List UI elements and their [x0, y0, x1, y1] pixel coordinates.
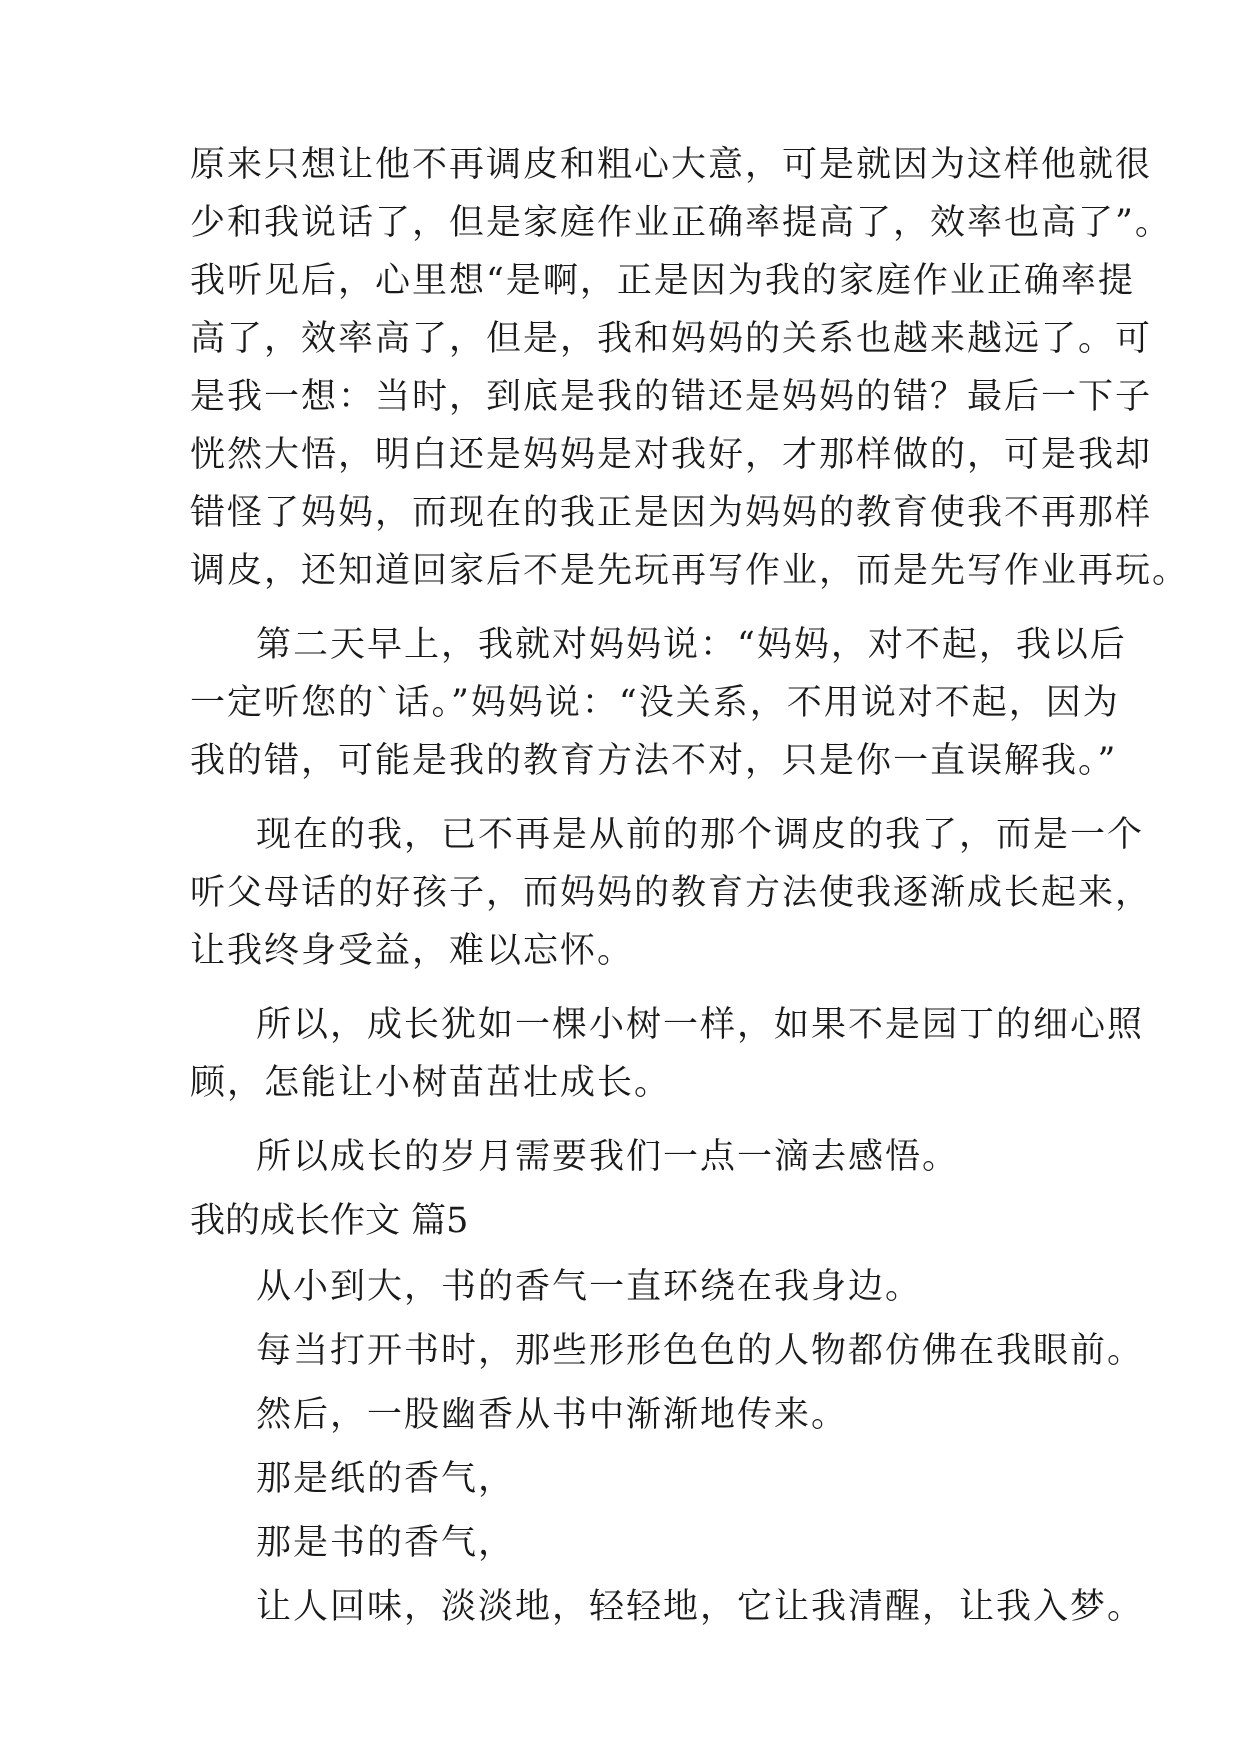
paragraph-line: 让我终身受益，难以忘怀。: [190, 931, 635, 971]
paragraph-line: 错怪了妈妈，而现在的我正是因为妈妈的教育使我不再那样: [190, 493, 1153, 533]
paragraph-line: 我听见后，心里想“是啊，正是因为我的家庭作业正确率提: [190, 261, 1135, 301]
paragraph-line: 调皮，还知道回家后不是先玩再写作业，而是先写作业再玩。: [190, 551, 1190, 591]
paragraph-line: 少和我说话了，但是家庭作业正确率提高了，效率也高了”。: [190, 203, 1172, 243]
paragraph-line: 顾，怎能让小树苗茁壮成长。: [190, 1063, 672, 1103]
paragraph-line: 从小到大，书的香气一直环绕在我身边。: [256, 1267, 923, 1307]
section-heading: 我的成长作文 篇5: [190, 1201, 469, 1241]
paragraph-line: 听父母话的好孩子，而妈妈的教育方法使我逐渐成长起来，: [190, 873, 1153, 913]
paragraph-line: 现在的我，已不再是从前的那个调皮的我了，而是一个: [256, 815, 1145, 855]
paragraph-line: 恍然大悟，明白还是妈妈是对我好，才那样做的，可是我却: [190, 435, 1153, 475]
paragraph-line: 是我一想：当时，到底是我的错还是妈妈的错？最后一下子: [190, 377, 1153, 417]
paragraph-line: 那是书的香气，: [256, 1523, 516, 1563]
paragraph-line: 我的错，可能是我的教育方法不对，只是你一直误解我。”: [190, 741, 1118, 781]
paragraph-line: 所以，成长犹如一棵小树一样，如果不是园丁的细心照: [256, 1005, 1145, 1045]
paragraph-line: 那是纸的香气，: [256, 1459, 516, 1499]
paragraph-line: 一定听您的`话。”妈妈说：“没关系，不用说对不起，因为: [190, 683, 1120, 723]
paragraph-line: 每当打开书时，那些形形色色的人物都仿佛在我眼前。: [256, 1331, 1145, 1371]
paragraph-line: 第二天早上，我就对妈妈说：“妈妈，对不起，我以后: [256, 625, 1127, 665]
paragraph-line: 所以成长的岁月需要我们一点一滴去感悟。: [256, 1137, 960, 1177]
paragraph-line: 原来只想让他不再调皮和粗心大意，可是就因为这样他就很: [190, 145, 1153, 185]
paragraph-line: 让人回味，淡淡地，轻轻地，它让我清醒，让我入梦。: [256, 1587, 1145, 1627]
paragraph-line: 然后，一股幽香从书中渐渐地传来。: [256, 1395, 849, 1435]
paragraph-line: 高了，效率高了，但是，我和妈妈的关系也越来越远了。可: [190, 319, 1153, 359]
